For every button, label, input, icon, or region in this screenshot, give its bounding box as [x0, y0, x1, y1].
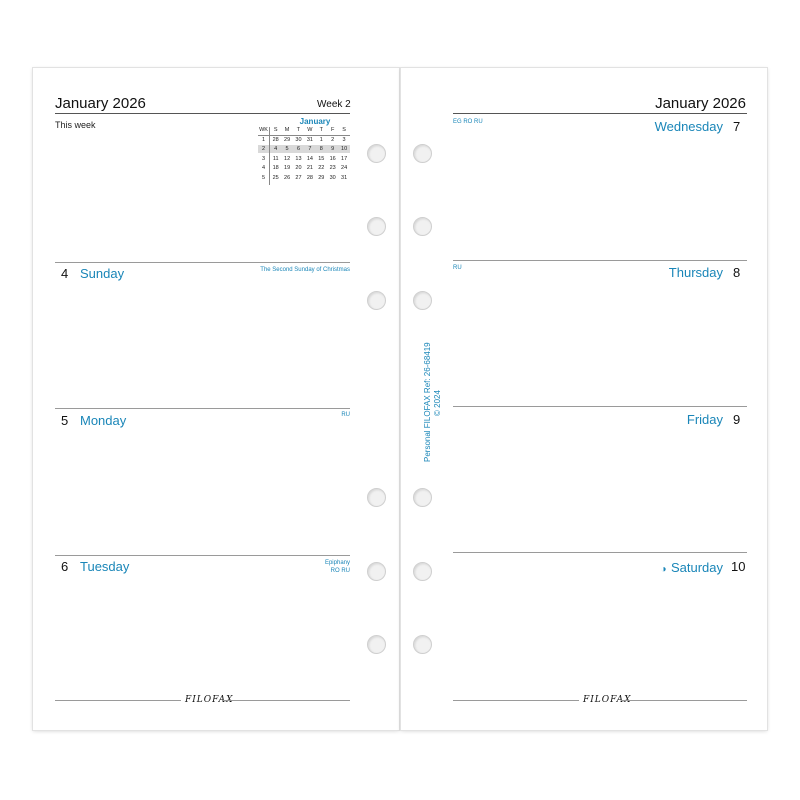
mini-calendar-weekday-header: S	[342, 127, 346, 133]
day-name-thursday: Thursday	[668, 265, 723, 280]
day-note-wednesday: EG RO RU	[453, 119, 483, 125]
day-name-friday: Friday	[686, 412, 723, 427]
mini-calendar-day: 17	[341, 155, 348, 162]
mini-calendar-weekday-header: T	[296, 127, 301, 133]
mini-calendar-day: 29	[284, 137, 291, 143]
day-number-tuesday: 6	[61, 559, 69, 574]
mini-calendar-week-number: 3	[261, 155, 266, 162]
day-number-friday: 9	[733, 412, 741, 427]
mini-calendar-weekday-header: M	[284, 127, 290, 133]
mini-calendar-day: 13	[295, 155, 302, 162]
day-saturday-label	[660, 559, 723, 577]
day-rule-tuesday	[55, 555, 350, 556]
right-month-year-header: January 2026	[655, 95, 746, 112]
mini-calendar-day: 9	[331, 146, 335, 153]
mini-calendar-weekday-header: T	[319, 127, 323, 133]
header-rule	[453, 113, 747, 114]
right-diary-page	[401, 68, 767, 730]
this-week-label: This week	[55, 120, 96, 130]
mini-calendar-day: 23	[329, 165, 336, 172]
moon-phase-icon: ◑	[660, 564, 667, 575]
day-note-tuesday-holiday: Epiphany	[324, 560, 350, 566]
mini-calendar-title: January	[299, 117, 331, 126]
mini-calendar-day: 8	[319, 146, 323, 153]
mini-calendar-day: 28	[306, 174, 313, 181]
mini-calendar-day: 30	[329, 174, 336, 181]
footer-rule-right	[222, 700, 350, 701]
mini-calendar-day: 14	[306, 155, 313, 162]
mini-calendar-day: 16	[329, 155, 336, 162]
footer-rule-left	[55, 700, 181, 701]
mini-calendar-week-number: 2	[261, 146, 266, 153]
mini-calendar-weekday-header: F	[331, 127, 335, 133]
mini-calendar-day: 19	[284, 165, 291, 172]
punch-hole	[413, 635, 432, 654]
spine-reference-text: Personal FILOFAX Ref: 26-68419	[423, 342, 432, 462]
mini-calendar-day: 10	[341, 146, 348, 153]
mini-calendar-day: 12	[284, 155, 291, 162]
mini-calendar-day: 7	[308, 146, 312, 153]
day-note-sunday: The Second Sunday of Christmas	[260, 267, 350, 273]
day-number-thursday: 8	[733, 265, 741, 280]
day-number-wednesday: 7	[733, 119, 741, 134]
mini-calendar-wk-header: WK	[259, 127, 268, 133]
day-number-sunday: 4	[61, 266, 69, 281]
mini-calendar-weekday-header: W	[307, 127, 313, 133]
punch-hole	[413, 488, 432, 507]
mini-calendar-week-number: 5	[261, 174, 266, 181]
mini-calendar-day: 1	[319, 137, 323, 143]
mini-calendar-day: 22	[318, 165, 325, 172]
spine-copyright-text: © 2024	[433, 390, 442, 416]
mini-calendar-day: 31	[306, 137, 313, 143]
mini-calendar-day: 31	[341, 174, 348, 181]
mini-calendar-day: 30	[295, 137, 302, 143]
mini-calendar-day: 24	[341, 165, 348, 172]
day-rule-monday	[55, 408, 350, 409]
mini-calendar-weekday-header: S	[273, 127, 278, 133]
mini-calendar-week-number: 1	[261, 137, 266, 143]
mini-calendar-day: 28	[272, 137, 279, 143]
mini-calendar-day: 25	[272, 174, 279, 181]
mini-calendar-day: 20	[295, 165, 302, 172]
mini-calendar-day: 18	[272, 165, 279, 172]
day-name-sunday: Sunday	[80, 266, 125, 281]
punch-hole	[367, 144, 386, 163]
punch-hole	[367, 488, 386, 507]
filofax-logo: FILOFAX	[185, 695, 234, 705]
mini-calendar-day: 26	[284, 174, 291, 181]
day-name-monday: Monday	[80, 413, 127, 428]
mini-calendar-divider-horizontal	[258, 135, 350, 136]
punch-hole	[367, 291, 386, 310]
mini-calendar-day: 5	[285, 146, 289, 153]
footer-rule-left	[453, 700, 579, 701]
mini-calendar-week-number: 4	[261, 165, 266, 172]
day-name-saturday: Saturday	[670, 560, 723, 575]
punch-hole	[413, 562, 432, 581]
day-note-monday: RU	[341, 412, 350, 418]
header-rule	[55, 113, 350, 114]
footer-rule-right	[621, 700, 747, 701]
day-rule-thursday	[453, 260, 747, 261]
punch-hole	[413, 291, 432, 310]
punch-hole	[367, 562, 386, 581]
day-rule-friday	[453, 406, 747, 407]
mini-calendar-day: 15	[318, 155, 325, 162]
day-name-tuesday: Tuesday	[80, 559, 130, 574]
day-rule-saturday	[453, 552, 747, 553]
mini-calendar-day: 6	[296, 146, 301, 153]
punch-hole	[367, 635, 386, 654]
punch-hole	[413, 217, 432, 236]
week-number-label: Week 2	[317, 99, 351, 110]
left-month-year-header: January 2026	[55, 95, 146, 112]
day-note-tuesday-regions: RO RU	[330, 568, 350, 574]
filofax-logo: FILOFAX	[583, 695, 632, 705]
mini-calendar-day: 29	[318, 174, 325, 181]
day-name-wednesday: Wednesday	[654, 119, 723, 134]
mini-calendar-day: 3	[342, 137, 346, 143]
mini-calendar-day: 21	[306, 165, 313, 172]
mini-calendar-day: 27	[295, 174, 302, 181]
day-number-saturday: 10	[731, 559, 746, 574]
mini-calendar-day: 2	[331, 137, 335, 143]
day-rule-sunday	[55, 262, 350, 263]
mini-calendar-day: 4	[274, 146, 278, 153]
day-note-thursday: RU	[453, 265, 462, 271]
punch-hole	[413, 144, 432, 163]
left-diary-page	[33, 68, 399, 730]
mini-calendar-day: 11	[272, 155, 279, 162]
day-number-monday: 5	[61, 413, 69, 428]
punch-hole	[367, 217, 386, 236]
